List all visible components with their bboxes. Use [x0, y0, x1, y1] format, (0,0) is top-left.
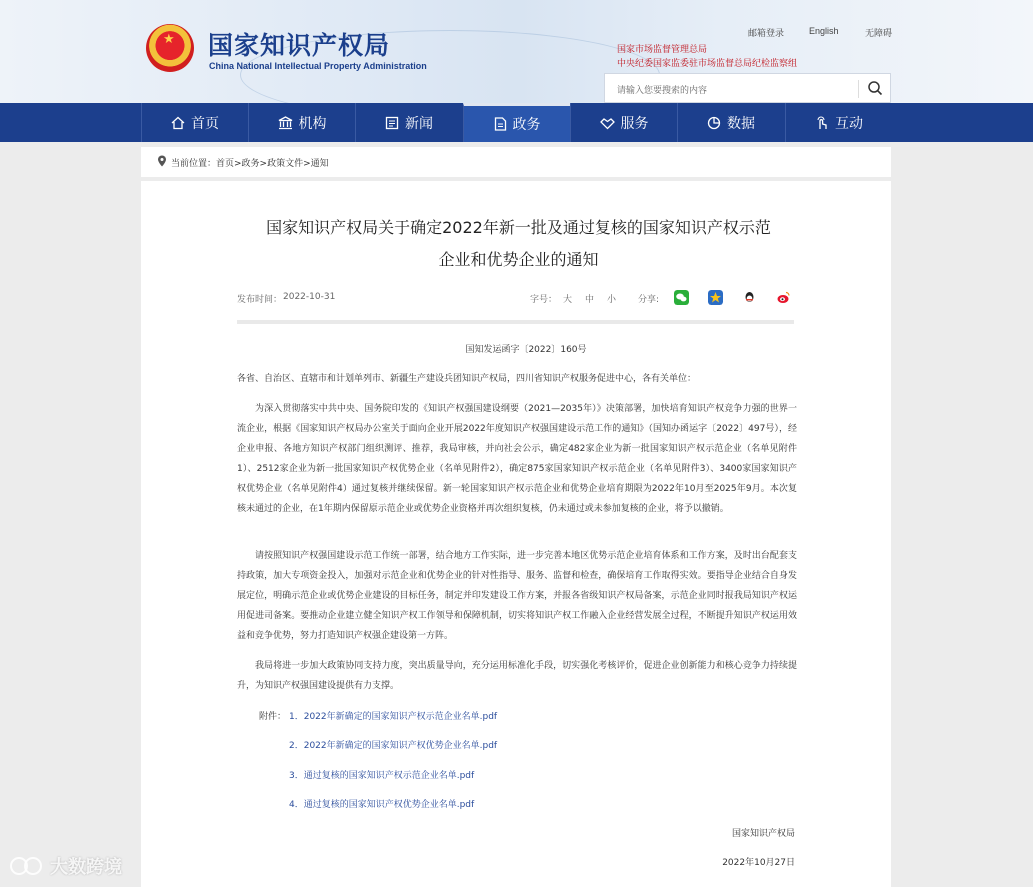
- nav-government-affairs[interactable]: [463, 103, 570, 142]
- nav-label: 机构: [298, 115, 327, 132]
- font-size-label: 字号：: [530, 295, 558, 305]
- title-line-2: 企业和优势企业的通知: [438, 250, 599, 269]
- wechat-share-icon[interactable]: [674, 290, 689, 305]
- nav-service[interactable]: [570, 103, 677, 142]
- attachment-link-2[interactable]: 2．2022年新确定的国家知识产权优势企业名单.pdf: [289, 741, 498, 751]
- nav-news[interactable]: [355, 103, 462, 142]
- issue-date: 2022年10月27日: [722, 858, 795, 868]
- font-size-small[interactable]: 小: [607, 295, 617, 305]
- search-icon[interactable]: [867, 80, 883, 96]
- search-separator: [858, 80, 859, 98]
- attachment-link-4[interactable]: 4．通过复核的国家知识产权优势企业名单.pdf: [289, 800, 475, 810]
- body-paragraph-1: 为深入贯彻落实中共中央、国务院印发的《知识产权强国建设纲要（2021—2035年）》决策部署，加快培育知识产权竞争力强的世界一流企业，根据《国家知识产权局办公室关于面向企业开展2022年度知识产权强国建设示范工作的通知》（国知办函运字〔2022〕497号），经企业申报、各地方知识产权部门组织测评、推荐，我局审核，并向社会公示，确定482家企业为新一批国家知识产权示范企业（名单见附件1）、2512家企业为新一批国家知识产权优势企业（名单见附件2），确定875家国家知识产权示范企业（名单见附件3）、3400家国家知识产权优势企业（名单见附件4）通过复核并继续保留。新一轮国家知识产权示范企业和优势企业培育期限为2022年10月至2025年9月。本次复核未通过的企业，在1年期内保留原示范企业或优势企业资格并再次组织复核，仍未通过或未参加复核的企业，将予以撤销。: [237, 404, 797, 514]
- home-icon: [171, 116, 185, 130]
- location-pin-icon: [157, 155, 167, 167]
- watermark-text: 大数跨境: [50, 857, 122, 878]
- nav-label: 政务: [512, 117, 541, 133]
- issuer-signature: 国家知识产权局: [731, 829, 795, 839]
- breadcrumb: [141, 147, 891, 177]
- email-login-link[interactable]: 邮箱登录: [748, 28, 785, 38]
- attachments-label: 附件：: [259, 712, 287, 722]
- institution-icon: [278, 116, 293, 130]
- nav-label: 首页: [191, 115, 219, 132]
- weibo-share-icon[interactable]: [776, 290, 791, 305]
- breadcrumb-text[interactable]: 当前位置：首页>政务>政策文件>通知: [171, 159, 329, 169]
- search-box[interactable]: [604, 73, 891, 103]
- font-size-medium[interactable]: 中: [585, 295, 595, 305]
- attachment-link-3[interactable]: 3．通过复核的国家知识产权示范企业名单.pdf: [289, 771, 475, 781]
- english-link[interactable]: English: [809, 26, 839, 36]
- parent-org-link[interactable]: 国家市场监督管理总局: [617, 45, 708, 55]
- watermark: [8, 853, 122, 879]
- nav-data[interactable]: [677, 103, 784, 142]
- main-nav: [0, 103, 1033, 142]
- body-paragraph-2: 请按照知识产权强国建设示范工作统一部署，结合地方工作实际，进一步完善本地区优势示范企业培育体系和工作方案，及时出台配套支持政策，加大专项资金投入，加强对示范企业和优势企业的针对性指导、服务、监督和检查，确保培育工作取得实效。要指导企业结合自身发展定位，明确示范企业或优势企业建设的目标任务，制定并印发建设工作方案，并报各省级知识产权局备案，示范企业同时报我局知识产权运用促进司备案。要推动企业建立健全知识产权工作领导和保障机制，切实将知识产权工作融入企业经营发展全过程，不断提升知识产权运用效益和竞争优势，努力打造知识产权强企建设第一方阵。: [237, 551, 797, 641]
- article-panel: [141, 181, 891, 887]
- nav-label: 互动: [835, 115, 863, 132]
- share-label: 分享:: [638, 295, 660, 305]
- discipline-org-link[interactable]: 中央纪委国家监委驻市场监督总局纪检监察组: [617, 59, 798, 69]
- font-size-large[interactable]: 大: [563, 295, 573, 305]
- publish-date: 2022-10-31: [283, 292, 336, 302]
- nav-label: 数据: [727, 115, 755, 132]
- site-name-en[interactable]: China National Intellectual Property Administration: [209, 61, 427, 71]
- nav-label: 新闻: [405, 115, 433, 132]
- handshake-icon: [600, 116, 615, 130]
- newspaper-icon: [385, 116, 399, 130]
- national-emblem-icon: ★: [146, 24, 194, 72]
- publish-date-label: 发布时间：: [237, 295, 283, 305]
- nav-label: 服务: [620, 115, 649, 132]
- document-icon: [494, 117, 507, 131]
- site-header: [0, 0, 1033, 103]
- title-divider: [237, 320, 794, 324]
- site-name-cn[interactable]: 国家知识产权局: [208, 31, 391, 60]
- qq-share-icon[interactable]: [742, 290, 757, 305]
- document-number: 国知发运函字〔2022〕160号: [465, 345, 587, 355]
- search-input[interactable]: 请输入您要搜索的内容: [617, 86, 708, 96]
- nav-institution[interactable]: [248, 103, 355, 142]
- qzone-share-icon[interactable]: [708, 290, 723, 305]
- accessibility-link[interactable]: 无障碍: [865, 28, 893, 38]
- title-line-1: 国家知识产权局关于确定2022年新一批及通过复核的国家知识产权示范: [266, 218, 771, 237]
- body-paragraph-3: 我局将进一步加大政策协同支持力度，突出质量导向，充分运用标准化手段，切实强化考核评价，促进企业创新能力和核心竞争力持续提升，为知识产权强国建设提供有力支撑。: [237, 661, 797, 691]
- pie-chart-icon: [707, 116, 721, 130]
- watermark-logo-icon: [8, 855, 46, 877]
- nav-home[interactable]: [141, 103, 248, 142]
- salutation: 各省、自治区、直辖市和计划单列市、新疆生产建设兵团知识产权局，四川省知识产权服务促进中心，各有关单位：: [237, 374, 697, 384]
- touch-icon: [815, 116, 829, 130]
- nav-interaction[interactable]: [785, 103, 892, 142]
- article-title: [231, 212, 806, 276]
- attachment-link-1[interactable]: 1．2022年新确定的国家知识产权示范企业名单.pdf: [289, 712, 498, 722]
